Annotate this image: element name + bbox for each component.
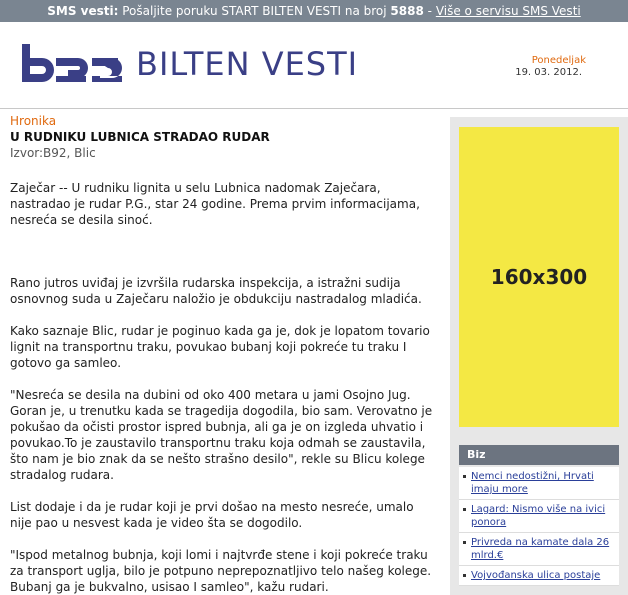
date-weekday: Ponedeljak bbox=[531, 55, 586, 66]
newsletter-header bbox=[0, 22, 628, 109]
biz-link[interactable]: Privreda na kamate dala 26 mlrd.€ bbox=[471, 537, 610, 561]
date-value: 19. 03. 2012. bbox=[515, 67, 582, 78]
article-paragraph: Zaječar -- U rudniku lignita u selu Lubnica nadomak Zaječara, nastradao je rudar P.G., star 24 godine. Prema prvim informacijama, nesreća se desila sinoć. bbox=[10, 181, 420, 227]
bullet-icon bbox=[463, 508, 466, 511]
biz-list-item bbox=[459, 533, 619, 566]
article-paragraph: "Nesreća se desila na dubini od oko 400 metara u jami Osojno Jug. Goran je, u trenutku kada se tragedija dogodila, bio sam. Verovatno je pokušao da očisti prostor ispred bubnja, ali ga je on izgleda uhvatio i povukao.To je zaustavilo transportnu traku koja odmah se zaustavila, što nam je bio znak da se nešto strašno desilo", rekle su Blicu kolege stradalog rudara. bbox=[10, 388, 433, 482]
bullet-icon bbox=[463, 541, 466, 544]
article-paragraph: Rano jutros uviđaj je izvršila rudarska inspekcija, a istražni sudija osnovnog suda u Zaječaru naložio je obdukciju nastradalog mladića. bbox=[10, 276, 422, 306]
ad-placeholder[interactable]: 160x300 bbox=[459, 127, 619, 427]
bullet-icon bbox=[463, 574, 466, 577]
biz-list-item bbox=[459, 467, 619, 500]
b92-logo[interactable] bbox=[20, 42, 124, 86]
newsletter-title: BILTEN VESTI bbox=[136, 45, 359, 83]
sms-info-link[interactable]: Više o servisu SMS Vesti bbox=[435, 4, 581, 18]
article-category[interactable]: Hronika bbox=[10, 114, 57, 128]
article bbox=[10, 110, 435, 594]
sms-banner bbox=[0, 0, 628, 22]
sidebar bbox=[450, 117, 628, 595]
sms-number: 5888 bbox=[390, 4, 424, 18]
sms-label: SMS vesti: bbox=[47, 4, 119, 18]
biz-list bbox=[459, 467, 619, 586]
article-paragraph: List dodaje i da je rudar koji je prvi došao na mesto nesreće, umalo nije pao u nesvest kada je video šta se dogodilo. bbox=[10, 500, 414, 530]
biz-section-title: Biz bbox=[459, 445, 619, 465]
biz-link[interactable]: Vojvođanska ulica postaje bbox=[471, 570, 601, 581]
biz-list-item bbox=[459, 500, 619, 533]
sms-dash: - bbox=[427, 4, 432, 18]
article-paragraph: Kako saznaje Blic, rudar je poginuo kada ga je, dok je lopatom tovario lignit na transportnu traku, povukao bubanj koji pokreće tu traku I gotovo ga samleo. bbox=[10, 324, 430, 370]
biz-link[interactable]: Lagard: Nismo više na ivici ponora bbox=[471, 504, 606, 528]
biz-link[interactable]: Nemci nedostižni, Hrvati imaju more bbox=[471, 471, 594, 495]
biz-list-item bbox=[459, 566, 619, 586]
sms-text: Pošaljite poruku START BILTEN VESTI na broj bbox=[122, 4, 387, 18]
bullet-icon bbox=[463, 475, 466, 478]
article-headline[interactable]: U RUDNIKU LUBNICA STRADAO RUDAR bbox=[10, 130, 270, 144]
article-source: Izvor:B92, Blic bbox=[10, 146, 96, 160]
article-paragraph: "Ispod metalnog bubnja, koji lomi i najtvrđe stene i koji pokreće traku za transport uglja, bilo je potpuno neprepoznatljivo telo našeg kolege. Bubanj ga je bukvalno, usisao I samleo", kažu rudari. bbox=[10, 548, 432, 594]
